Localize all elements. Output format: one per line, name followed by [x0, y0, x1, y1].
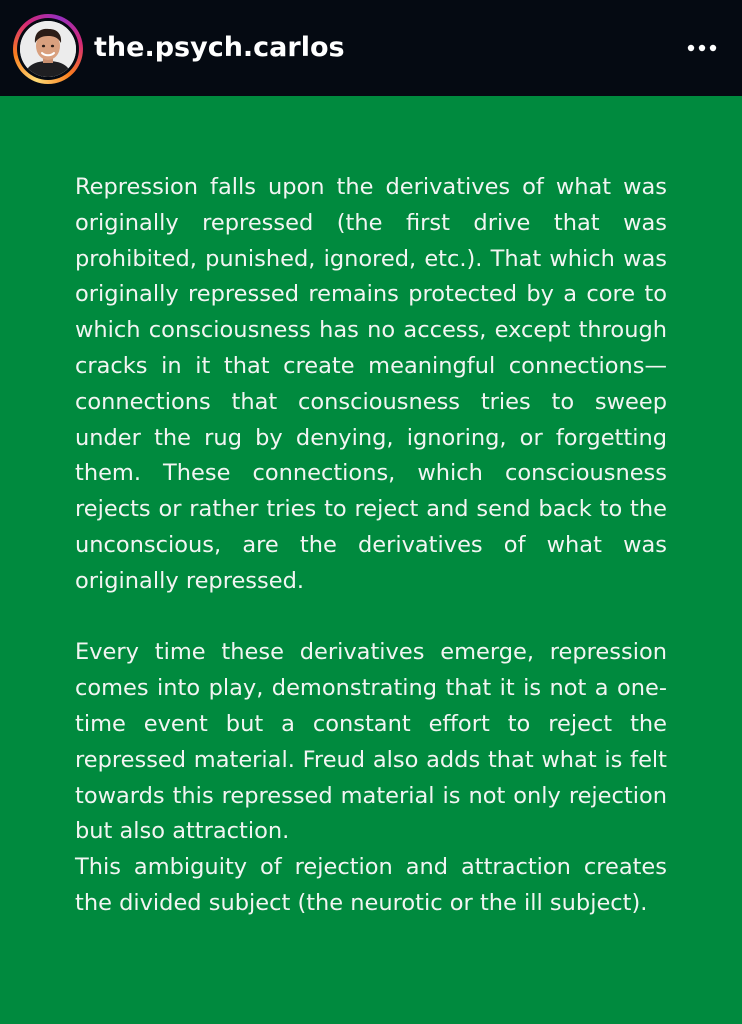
post-text	[75, 170, 667, 922]
story-ring[interactable]	[13, 14, 83, 84]
post-header	[0, 0, 742, 96]
avatar[interactable]	[20, 21, 76, 77]
avatar-icon	[20, 21, 76, 77]
paragraph-3: This ambiguity of rejection and attraction creates the divided subject (the neurotic or the ill subject).	[75, 854, 667, 916]
more-horizontal-icon	[687, 44, 717, 52]
paragraph-2: Every time these derivatives emerge, repression comes into play, demonstrating that it is not a one-time event but a constant effort to reject the repressed material. Freud also adds that what is felt towards this repressed material is not only rejection but also attraction.	[75, 639, 667, 845]
post-image	[0, 96, 742, 1024]
paragraph-1: Repression falls upon the derivatives of what was originally repressed (the first drive that was prohibited, punished, ignored, etc.). That which was originally repressed remains protected by a core to which consciousness has no access, except through cracks in it that create meaningful connections—connections that consciousness tries to sweep under the rug by denying, ignoring, or forgetting them. These connections, which consciousness rejects or rather tries to reject and send back to the unconscious, are the derivatives of what was originally repressed.	[75, 174, 667, 594]
more-options-button[interactable]	[680, 30, 724, 66]
username[interactable]: the.psych.carlos	[94, 32, 345, 63]
